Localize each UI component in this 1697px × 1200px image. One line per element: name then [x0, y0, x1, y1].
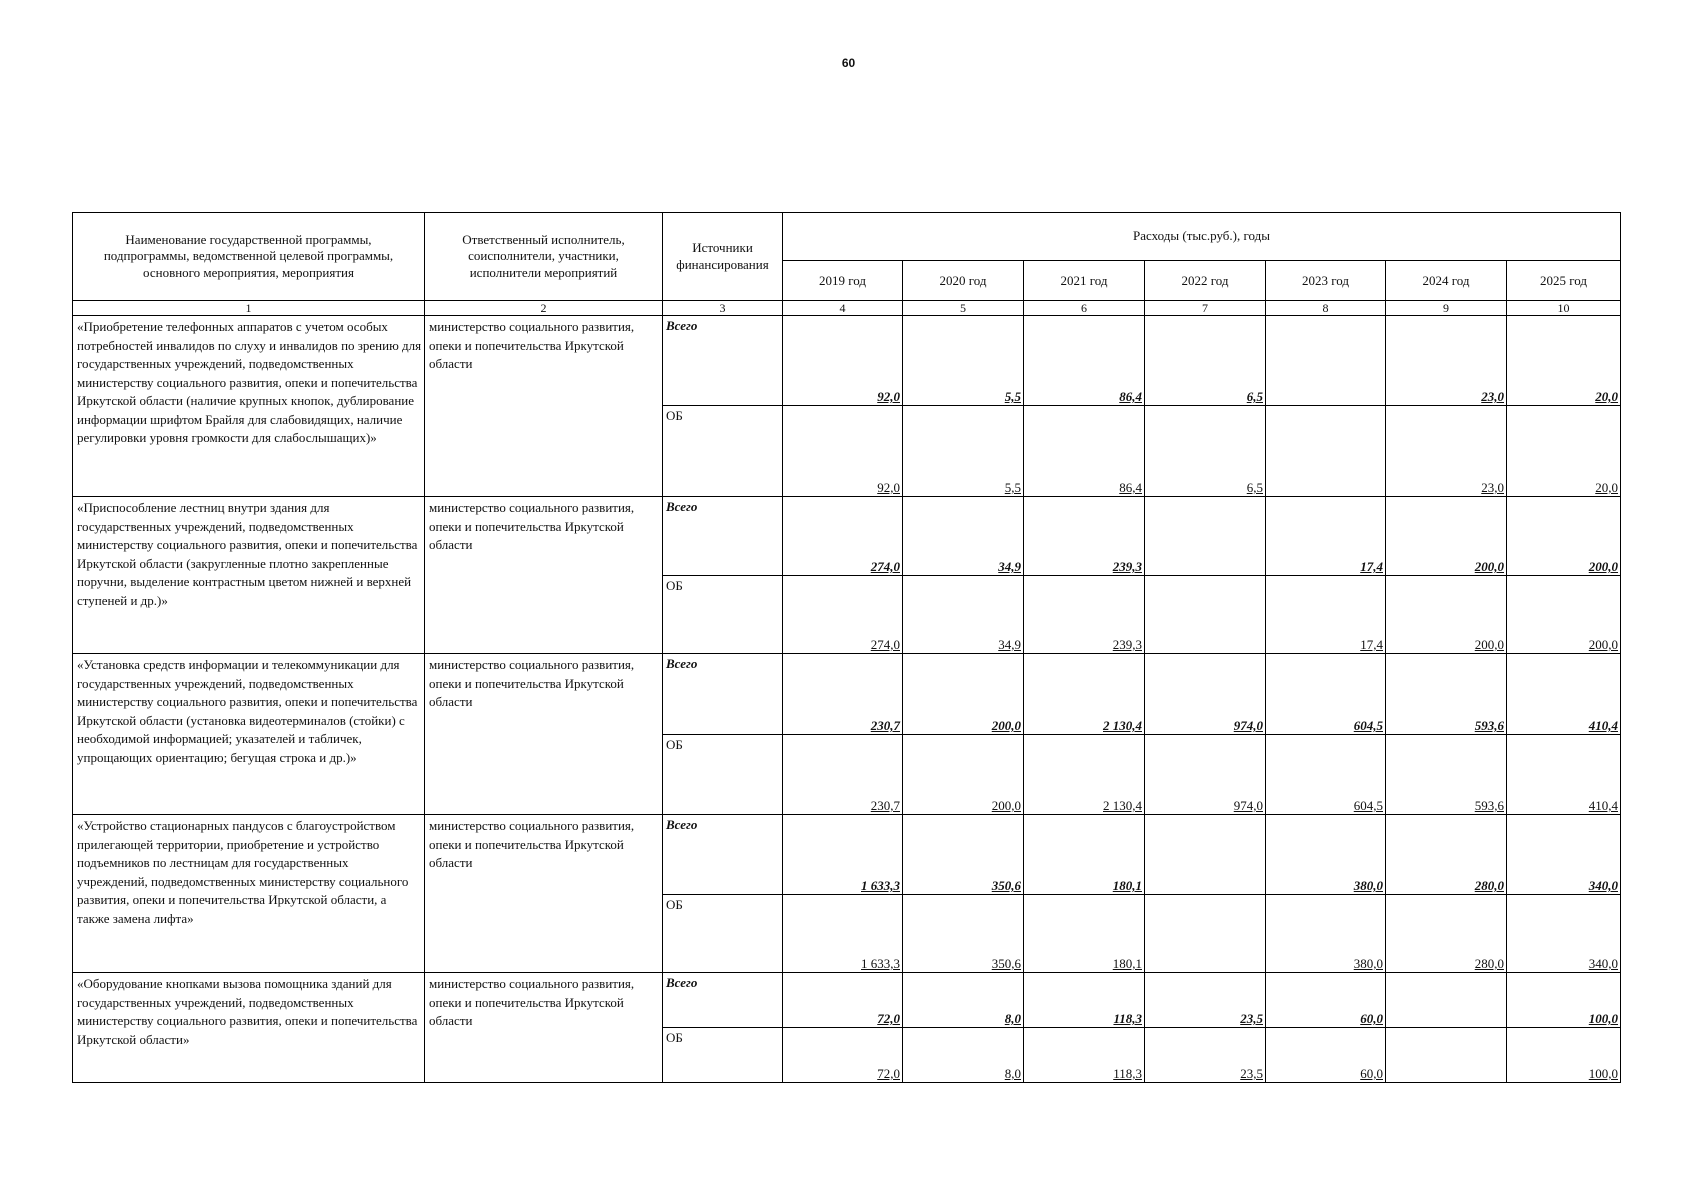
value-ob: 380,0 — [1266, 895, 1386, 973]
header-year: 2025 год — [1507, 261, 1621, 301]
value-total: 100,0 — [1507, 973, 1621, 1028]
value-ob: 86,4 — [1024, 406, 1145, 497]
page-number: 60 — [841, 56, 856, 70]
value-total — [1145, 815, 1266, 895]
value-ob: 5,5 — [903, 406, 1024, 497]
value-ob: 274,0 — [783, 576, 903, 654]
value-ob: 23,0 — [1386, 406, 1507, 497]
value-total: 6,5 — [1145, 316, 1266, 406]
value-total: 86,4 — [1024, 316, 1145, 406]
value-total: 2 130,4 — [1024, 654, 1145, 735]
header-year: 2019 год — [783, 261, 903, 301]
value-ob: 23,5 — [1145, 1028, 1266, 1083]
value-ob: 340,0 — [1507, 895, 1621, 973]
program-name: «Приспособление лестниц внутри здания для государственных учреждений, подведомственных министерству социального развития, опеки и попечительства Иркутской области (закругленные плотно закрепленные поручни, выделение контрастным цветом нижней и верхней ступеней и др.)» — [73, 497, 425, 654]
value-total: 280,0 — [1386, 815, 1507, 895]
value-ob: 2 130,4 — [1024, 735, 1145, 815]
value-total: 380,0 — [1266, 815, 1386, 895]
value-total: 23,5 — [1145, 973, 1266, 1028]
value-total — [1386, 973, 1507, 1028]
header-year: 2024 год — [1386, 261, 1507, 301]
column-number: 2 — [425, 301, 663, 316]
program-name: «Оборудование кнопками вызова помощника зданий для государственных учреждений, подведомственных министерству социального развития, опеки и попечительства Иркутской области» — [73, 973, 425, 1083]
value-ob — [1145, 895, 1266, 973]
value-ob — [1386, 1028, 1507, 1083]
value-ob: 34,9 — [903, 576, 1024, 654]
column-number: 4 — [783, 301, 903, 316]
value-ob: 60,0 — [1266, 1028, 1386, 1083]
value-ob: 6,5 — [1145, 406, 1266, 497]
table-row — [73, 973, 1621, 1028]
source-ob-label: ОБ — [663, 1028, 783, 1083]
value-ob: 350,6 — [903, 895, 1024, 973]
value-ob: 180,1 — [1024, 895, 1145, 973]
column-number: 5 — [903, 301, 1024, 316]
value-ob: 410,4 — [1507, 735, 1621, 815]
value-ob: 230,7 — [783, 735, 903, 815]
header-year: 2023 год — [1266, 261, 1386, 301]
value-total: 350,6 — [903, 815, 1024, 895]
value-ob: 974,0 — [1145, 735, 1266, 815]
table-row — [73, 316, 1621, 406]
value-ob — [1145, 576, 1266, 654]
executor: министерство социального развития, опеки и попечительства Иркутской области — [425, 815, 663, 973]
value-ob: 118,3 — [1024, 1028, 1145, 1083]
value-total: 200,0 — [903, 654, 1024, 735]
value-total: 5,5 — [903, 316, 1024, 406]
value-total: 593,6 — [1386, 654, 1507, 735]
value-ob: 200,0 — [1386, 576, 1507, 654]
value-total: 1 633,3 — [783, 815, 903, 895]
executor: министерство социального развития, опеки и попечительства Иркутской области — [425, 497, 663, 654]
source-ob-label: ОБ — [663, 576, 783, 654]
value-total: 200,0 — [1386, 497, 1507, 576]
column-number: 6 — [1024, 301, 1145, 316]
column-number: 1 — [73, 301, 425, 316]
source-total-label: Всего — [663, 497, 783, 576]
source-total-label: Всего — [663, 654, 783, 735]
value-total: 180,1 — [1024, 815, 1145, 895]
value-total — [1266, 316, 1386, 406]
value-total: 200,0 — [1507, 497, 1621, 576]
header-executor: Ответственный исполнитель, соисполнители, участники, исполнители мероприятий — [425, 213, 663, 301]
table-row — [73, 497, 1621, 576]
value-ob: 593,6 — [1386, 735, 1507, 815]
value-total: 118,3 — [1024, 973, 1145, 1028]
source-ob-label: ОБ — [663, 406, 783, 497]
value-ob: 72,0 — [783, 1028, 903, 1083]
value-total: 340,0 — [1507, 815, 1621, 895]
header-program-name: Наименование государственной программы, подпрограммы, ведомственной целевой программы, основного мероприятия, мероприятия — [73, 213, 425, 301]
value-ob — [1266, 406, 1386, 497]
column-number: 7 — [1145, 301, 1266, 316]
value-total: 72,0 — [783, 973, 903, 1028]
value-total: 92,0 — [783, 316, 903, 406]
source-ob-label: ОБ — [663, 895, 783, 973]
value-ob: 17,4 — [1266, 576, 1386, 654]
expenses-table — [72, 212, 1621, 1083]
value-total: 410,4 — [1507, 654, 1621, 735]
value-total: 8,0 — [903, 973, 1024, 1028]
value-total: 23,0 — [1386, 316, 1507, 406]
column-number: 9 — [1386, 301, 1507, 316]
header-year: 2021 год — [1024, 261, 1145, 301]
header-expenses: Расходы (тыс.руб.), годы — [783, 213, 1621, 261]
value-total: 230,7 — [783, 654, 903, 735]
source-total-label: Всего — [663, 815, 783, 895]
header-year: 2020 год — [903, 261, 1024, 301]
header-funding-source: Источники финансирования — [663, 213, 783, 301]
source-total-label: Всего — [663, 316, 783, 406]
value-ob: 604,5 — [1266, 735, 1386, 815]
value-total: 60,0 — [1266, 973, 1386, 1028]
value-total: 17,4 — [1266, 497, 1386, 576]
value-ob: 1 633,3 — [783, 895, 903, 973]
executor: министерство социального развития, опеки и попечительства Иркутской области — [425, 973, 663, 1083]
value-total — [1145, 497, 1266, 576]
value-total: 974,0 — [1145, 654, 1266, 735]
executor: министерство социального развития, опеки и попечительства Иркутской области — [425, 654, 663, 815]
value-ob: 8,0 — [903, 1028, 1024, 1083]
program-name: «Приобретение телефонных аппаратов с учетом особых потребностей инвалидов по слуху и инвалидов по зрению для государственных учреждений, подведомственных министерству социального развития, опеки и попечительства Иркутской области (наличие крупных кнопок, дублирование информации шрифтом Брайля для слабовидящих, наличие регулировки уровня громкости для слабослышащих)» — [73, 316, 425, 497]
value-ob: 239,3 — [1024, 576, 1145, 654]
value-ob: 280,0 — [1386, 895, 1507, 973]
value-total: 34,9 — [903, 497, 1024, 576]
value-total: 20,0 — [1507, 316, 1621, 406]
source-total-label: Всего — [663, 973, 783, 1028]
column-number: 8 — [1266, 301, 1386, 316]
table-row — [73, 654, 1621, 735]
column-number: 3 — [663, 301, 783, 316]
source-ob-label: ОБ — [663, 735, 783, 815]
value-ob: 92,0 — [783, 406, 903, 497]
value-total: 239,3 — [1024, 497, 1145, 576]
value-ob: 100,0 — [1507, 1028, 1621, 1083]
program-name: «Устройство стационарных пандусов с благоустройством прилегающей территории, приобретение и устройство подъемников по лестницам для государственных учреждений, подведомственных министерству социального развития, опеки и попечительства Иркутской области, а также замена лифта» — [73, 815, 425, 973]
value-ob: 200,0 — [1507, 576, 1621, 654]
value-ob: 20,0 — [1507, 406, 1621, 497]
table-row — [73, 815, 1621, 895]
value-ob: 200,0 — [903, 735, 1024, 815]
value-total: 604,5 — [1266, 654, 1386, 735]
executor: министерство социального развития, опеки и попечительства Иркутской области — [425, 316, 663, 497]
value-total: 274,0 — [783, 497, 903, 576]
column-number: 10 — [1507, 301, 1621, 316]
program-name: «Установка средств информации и телекоммуникации для государственных учреждений, подведомственных министерству социального развития, опеки и попечительства Иркутской области (установка видеотерминалов (стойки) с необходимой информацией; указателей и табличек, упрощающих ориентацию; бегущая строка и др.)» — [73, 654, 425, 815]
header-year: 2022 год — [1145, 261, 1266, 301]
